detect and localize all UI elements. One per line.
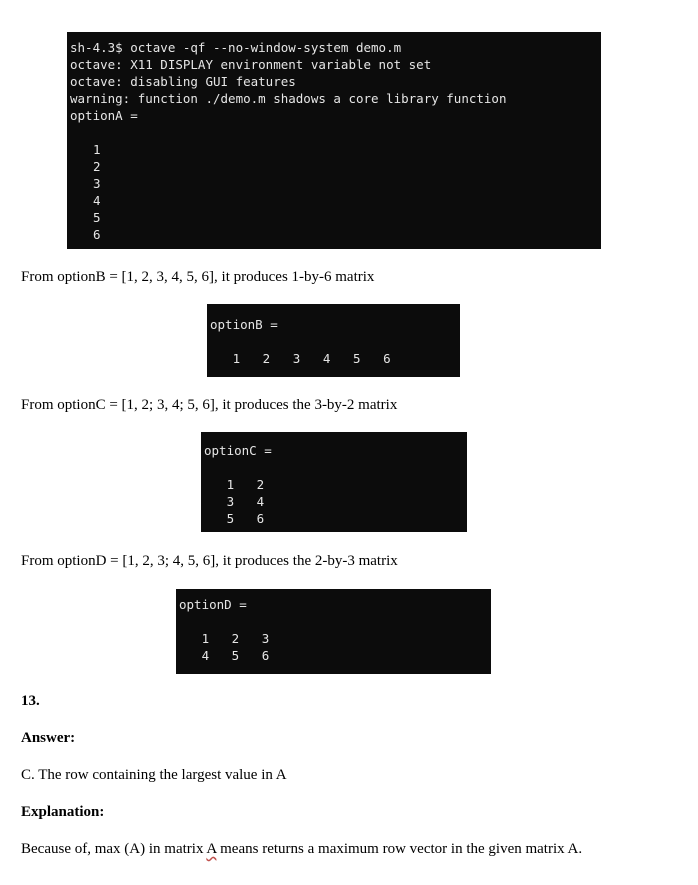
terminal-output-2 (207, 304, 460, 377)
terminal-output-4 (176, 589, 491, 674)
paragraph-option-b: From optionB = [1, 2, 3, 4, 5, 6], it produces 1-by-6 matrix (21, 269, 375, 285)
explanation-part: Because of, max (A) in matrix (21, 841, 207, 857)
terminal-header: optionB = (210, 317, 278, 332)
matrix-value: 3 (93, 176, 101, 191)
terminal-output-1 (67, 32, 601, 249)
terminal-header: optionD = (179, 597, 247, 612)
explanation-text (21, 840, 582, 858)
terminal-line: octave: disabling GUI features (70, 74, 296, 89)
paragraph-option-c: From optionC = [1, 2; 3, 4; 5, 6], it produces the 3-by-2 matrix (21, 397, 398, 413)
paragraph-option-d: From optionD = [1, 2, 3; 4, 5, 6], it produces the 2-by-3 matrix (21, 553, 398, 569)
matrix-row: 5 6 (204, 511, 265, 526)
matrix-row: 1 2 3 4 5 6 (210, 351, 391, 366)
matrix-value: 6 (93, 227, 101, 242)
matrix-row: 1 2 3 (179, 631, 270, 646)
matrix-value: 2 (93, 159, 101, 174)
matrix-value: 1 (93, 142, 101, 157)
terminal-output-3 (201, 432, 467, 532)
terminal-line: optionA = (70, 108, 138, 123)
matrix-row: 4 5 6 (179, 648, 270, 663)
answer-text: C. The row containing the largest value in A (21, 767, 287, 783)
terminal-header: optionC = (204, 443, 272, 458)
matrix-row: 3 4 (204, 494, 265, 509)
explanation-part: means returns a maximum row vector in the given matrix A. (216, 841, 583, 857)
terminal-line: warning: function ./demo.m shadows a core library function (70, 91, 507, 106)
matrix-row: 1 2 (204, 477, 265, 492)
matrix-value: 5 (93, 210, 101, 225)
matrix-value: 4 (93, 193, 101, 208)
question-number: 13. (21, 693, 40, 709)
terminal-line: sh-4.3$ octave -qf --no-window-system demo.m (70, 40, 402, 55)
answer-heading: Answer: (21, 730, 76, 746)
spellcheck-underlined-word: A (206, 841, 217, 857)
explanation-heading: Explanation: (21, 804, 105, 820)
terminal-line: octave: X11 DISPLAY environment variable not set (70, 57, 432, 72)
